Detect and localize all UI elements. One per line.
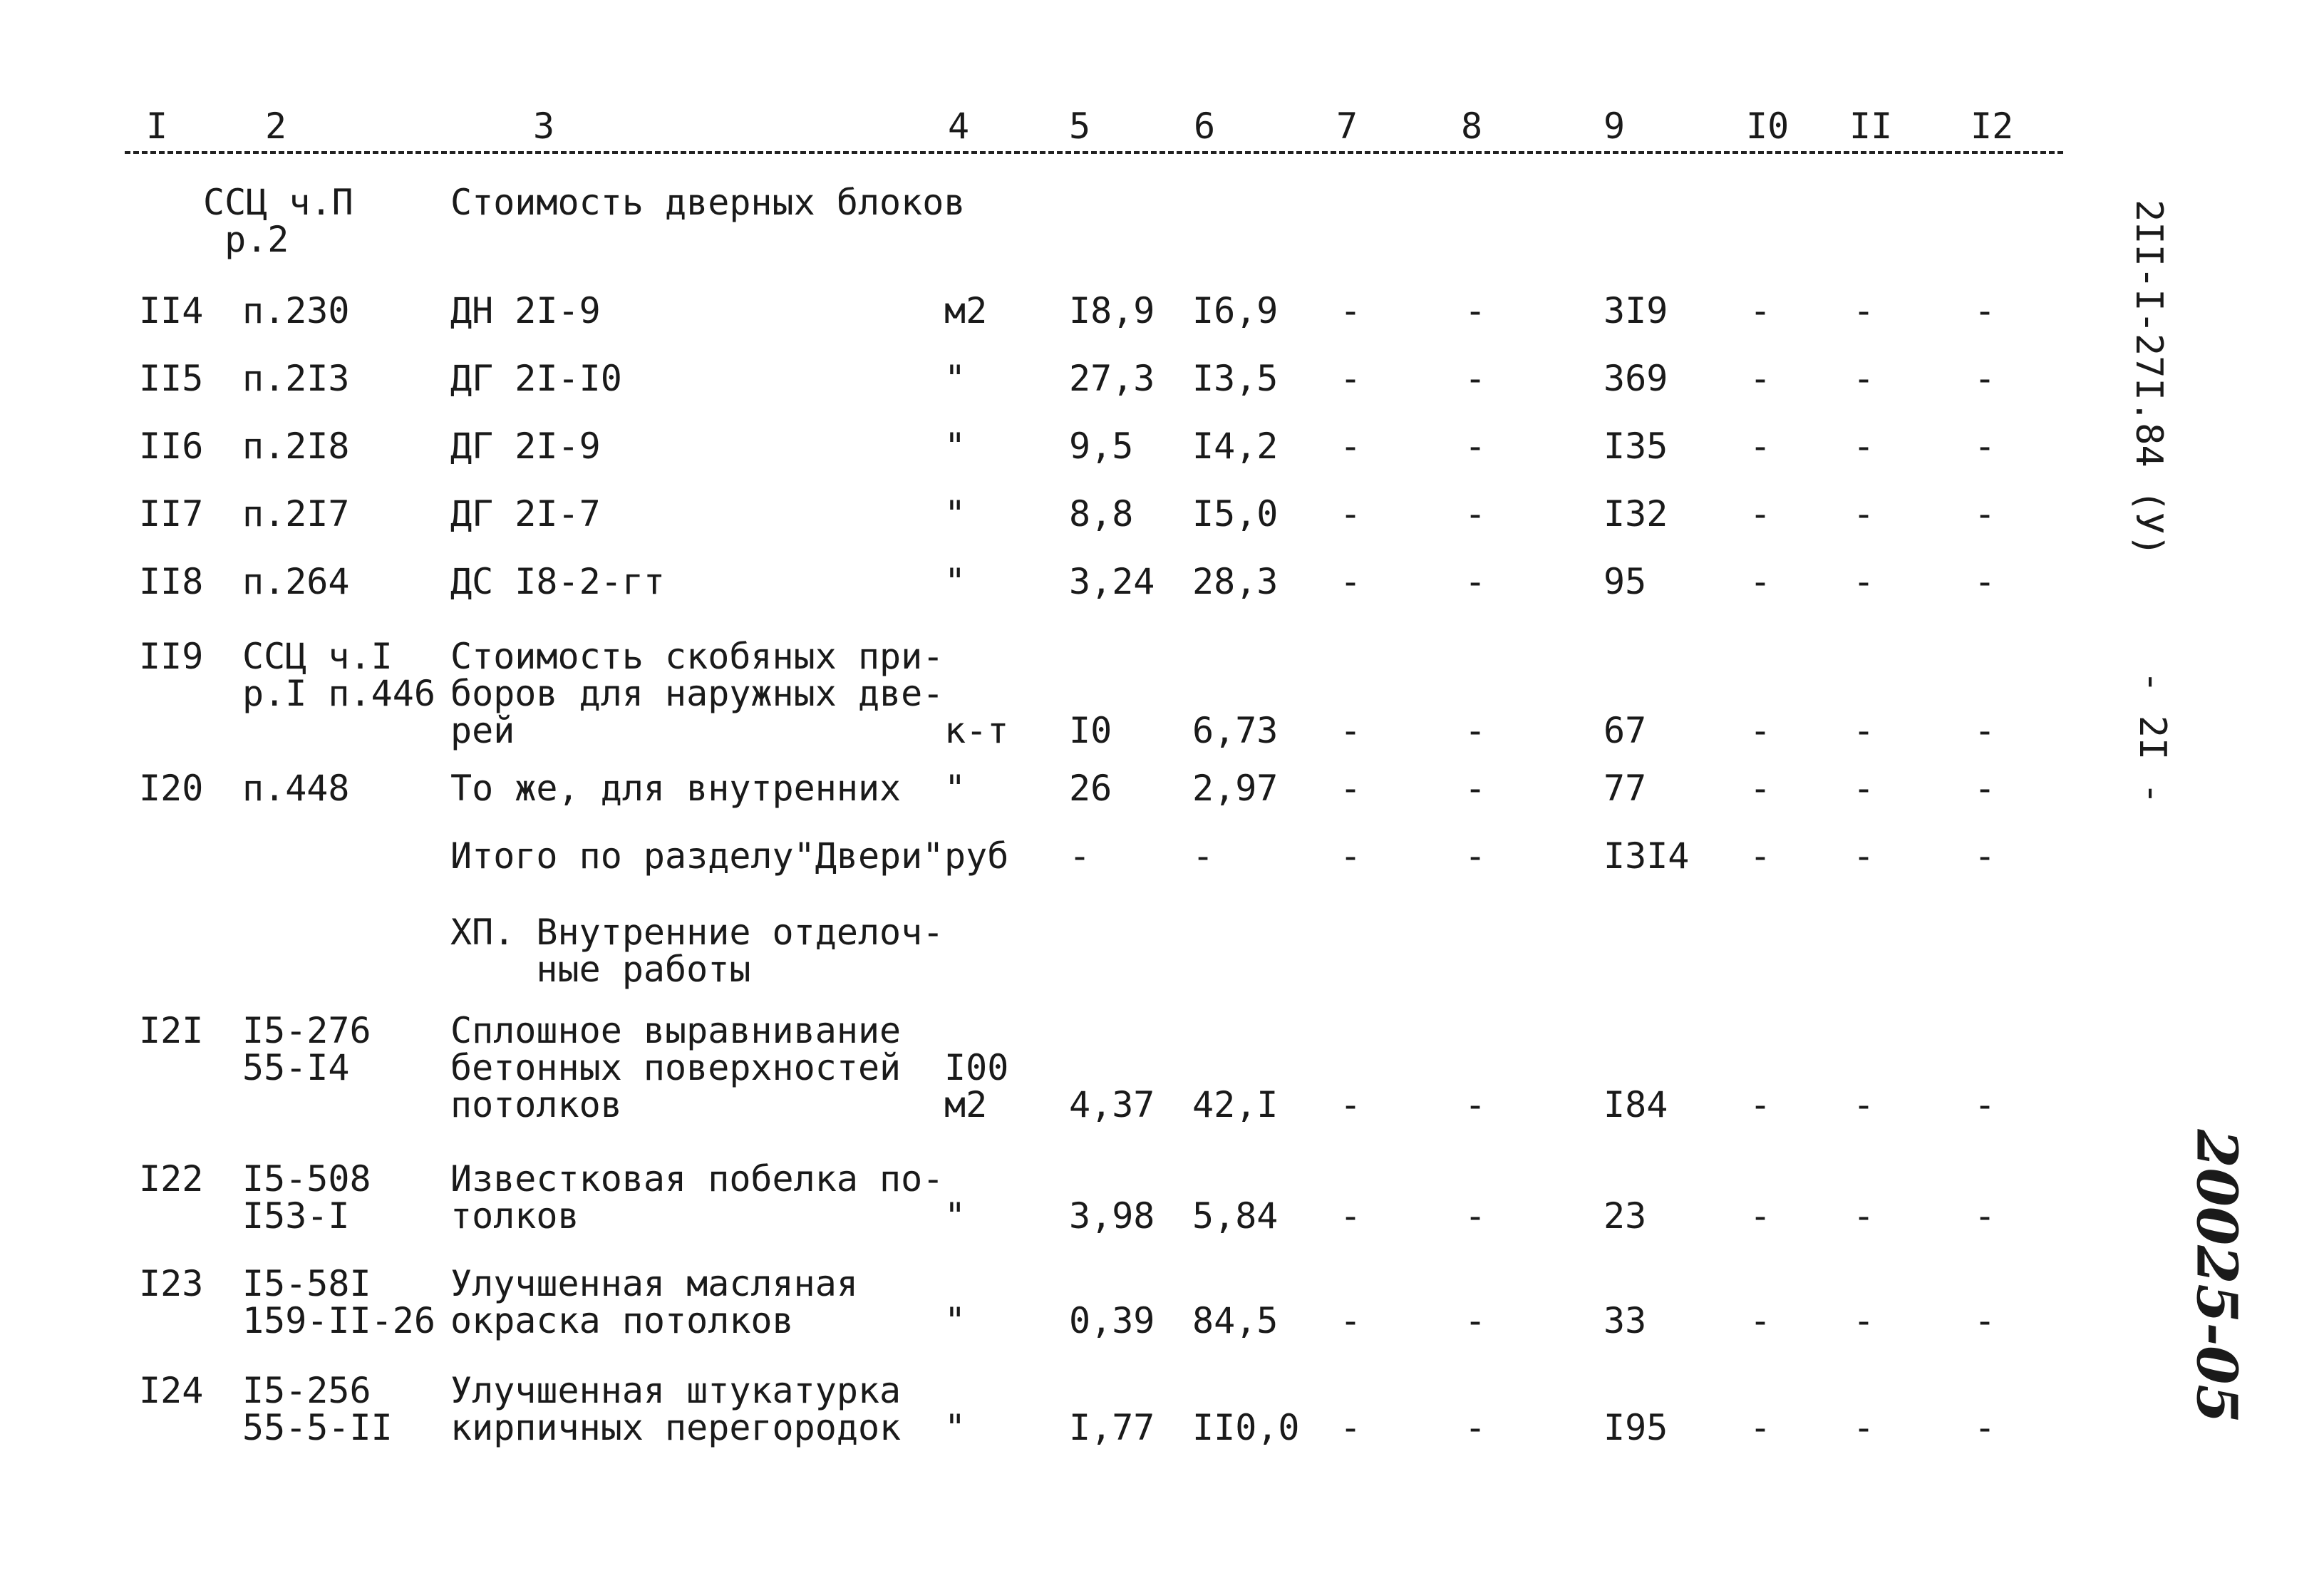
cell-col12: - [1974, 358, 1996, 399]
cell-col10: - [1750, 1195, 1772, 1237]
cell-col11: - [1853, 358, 1875, 399]
cell-reference: ССЦ ч.I р.I п.446 [242, 636, 435, 714]
cell-col11: - [1853, 1195, 1875, 1237]
cell-total: I84 [1603, 1084, 1668, 1125]
cell-reference: I5-256 55-5-II [242, 1370, 393, 1448]
cell-quantity: - [1069, 835, 1091, 877]
cell-col11: - [1853, 1084, 1875, 1125]
cell-col11: - [1853, 1407, 1875, 1448]
cell-quantity: 3,98 [1069, 1195, 1155, 1237]
cell-description: ДГ 2I-9 [450, 426, 601, 467]
cell-total: 95 [1603, 561, 1647, 602]
cell-col10: - [1750, 358, 1772, 399]
cell-col8: - [1465, 358, 1487, 399]
cell-quantity: I8,9 [1069, 290, 1155, 331]
cell-col11: - [1853, 768, 1875, 809]
cell-quantity: 9,5 [1069, 426, 1134, 467]
cell-col8: - [1465, 710, 1487, 751]
cell-col11: - [1853, 426, 1875, 467]
cell-number: I24 [139, 1370, 204, 1411]
cell-col8: - [1465, 493, 1487, 535]
cell-description: ДГ 2I-7 [450, 493, 601, 535]
cell-reference: I5-58I 159-II-26 [242, 1263, 435, 1341]
cell-price: - [1192, 835, 1214, 877]
col-header-9: 9 [1603, 105, 1626, 147]
cell-col10: - [1750, 290, 1772, 331]
side-document-code: 2II-I-27I.84 (У) [2127, 200, 2170, 557]
col-header-3: 3 [533, 105, 555, 147]
cell-col12: - [1974, 1300, 1996, 1341]
cell-unit: " [944, 768, 966, 809]
cell-col8: - [1465, 768, 1487, 809]
cell-col12: - [1974, 1195, 1996, 1237]
cell-price: I3,5 [1192, 358, 1279, 399]
cell-col11: - [1853, 1300, 1875, 1341]
cell-col8: - [1465, 561, 1487, 602]
cell-col8: - [1465, 1084, 1487, 1125]
cell-unit: " [944, 358, 966, 399]
cell-col7: - [1340, 290, 1362, 331]
cell-quantity: 8,8 [1069, 493, 1134, 535]
cell-reference: п.2I7 [242, 493, 350, 535]
cell-quantity: 4,37 [1069, 1084, 1155, 1125]
cell-col12: - [1974, 561, 1996, 602]
cell-total: 67 [1603, 710, 1647, 751]
col-header-7: 7 [1336, 105, 1358, 147]
cell-col10: - [1750, 1300, 1772, 1341]
cell-number: I2I [139, 1010, 204, 1051]
col-header-11: II [1849, 105, 1893, 147]
cell-reference: п.230 [242, 290, 350, 331]
cell-col10: - [1750, 710, 1772, 751]
col-header-2: 2 [265, 105, 287, 147]
cell-quantity: 27,3 [1069, 358, 1155, 399]
cell-col8: - [1465, 1407, 1487, 1448]
cell-col12: - [1974, 710, 1996, 751]
cell-price: I5,0 [1192, 493, 1279, 535]
cell-total: 77 [1603, 768, 1647, 809]
cell-col7: - [1340, 1407, 1362, 1448]
cell-col8: - [1465, 1195, 1487, 1237]
cell-unit: руб [944, 835, 1009, 877]
cell-reference: п.2I8 [242, 426, 350, 467]
group-title-finishing: XП. Внутренние отделоч- ные работы [450, 912, 944, 990]
cell-total: 23 [1603, 1195, 1647, 1237]
group-title-doors: Стоимость дверных блоков [450, 182, 966, 223]
cell-col12: - [1974, 1407, 1996, 1448]
cell-total: 33 [1603, 1300, 1647, 1341]
cell-col7: - [1340, 426, 1362, 467]
cell-col12: - [1974, 1084, 1996, 1125]
cell-col7: - [1340, 358, 1362, 399]
cell-col11: - [1853, 710, 1875, 751]
cell-col12: - [1974, 768, 1996, 809]
cell-quantity: I,77 [1069, 1407, 1155, 1448]
cell-number: I23 [139, 1263, 204, 1304]
cell-number: II5 [139, 358, 204, 399]
cell-col10: - [1750, 768, 1772, 809]
cell-reference: п.2I3 [242, 358, 350, 399]
cell-reference: I5-508 I53-I [242, 1158, 371, 1237]
cell-price: 6,73 [1192, 710, 1279, 751]
cell-description: Улучшенная штукатурка кирпичных перегородок [450, 1370, 902, 1448]
side-page-number: - 2I - [2131, 671, 2174, 805]
cell-description: ДС I8-2-гт [450, 561, 666, 602]
cell-unit: I00 м2 [944, 1047, 1009, 1125]
cell-number: I22 [139, 1158, 204, 1200]
cell-col10: - [1750, 426, 1772, 467]
cell-unit: " [944, 493, 966, 535]
col-header-4: 4 [948, 105, 970, 147]
cell-unit: " [944, 1195, 966, 1237]
cell-price: 5,84 [1192, 1195, 1279, 1237]
cell-col11: - [1853, 835, 1875, 877]
cell-quantity: 3,24 [1069, 561, 1155, 602]
cell-total: I35 [1603, 426, 1668, 467]
cell-price: II0,0 [1192, 1407, 1300, 1448]
cell-col7: - [1340, 768, 1362, 809]
cell-unit: " [944, 1407, 966, 1448]
cell-col7: - [1340, 710, 1362, 751]
cell-total: I95 [1603, 1407, 1668, 1448]
cell-col12: - [1974, 290, 1996, 331]
cell-total: 3I9 [1603, 290, 1668, 331]
col-header-12: I2 [1971, 105, 2014, 147]
cell-price: I4,2 [1192, 426, 1279, 467]
cell-col12: - [1974, 426, 1996, 467]
cell-description: Известковая побелка по- толков [450, 1158, 944, 1237]
cell-unit: " [944, 1300, 966, 1341]
cell-col11: - [1853, 561, 1875, 602]
cell-col7: - [1340, 561, 1362, 602]
cell-description: Сплошное выравнивание бетонных поверхностей потолков [450, 1010, 902, 1125]
cell-description: ДН 2I-9 [450, 290, 601, 331]
cell-col7: - [1340, 835, 1362, 877]
cell-reference: п.264 [242, 561, 350, 602]
cell-col10: - [1750, 493, 1772, 535]
cell-unit: м2 [944, 290, 988, 331]
cell-unit: к-т [944, 710, 1009, 751]
cell-total: I3I4 [1603, 835, 1690, 877]
cell-price: 2,97 [1192, 768, 1279, 809]
cell-col8: - [1465, 835, 1487, 877]
cell-col8: - [1465, 426, 1487, 467]
cell-price: 84,5 [1192, 1300, 1279, 1341]
cell-price: 42,I [1192, 1084, 1279, 1125]
col-header-6: 6 [1194, 105, 1216, 147]
cell-description: То же, для внутренних [450, 768, 902, 809]
cell-description: ДГ 2I-I0 [450, 358, 622, 399]
cell-number: I20 [139, 768, 204, 809]
cell-col7: - [1340, 1300, 1362, 1341]
cell-col10: - [1750, 1084, 1772, 1125]
cell-col11: - [1853, 290, 1875, 331]
col-header-10: I0 [1746, 105, 1790, 147]
cell-col10: - [1750, 835, 1772, 877]
cell-col11: - [1853, 493, 1875, 535]
cell-col8: - [1465, 290, 1487, 331]
col-header-8: 8 [1461, 105, 1483, 147]
cell-col12: - [1974, 835, 1996, 877]
cell-unit: " [944, 561, 966, 602]
cell-price: 28,3 [1192, 561, 1279, 602]
handwritten-number: 20025-05 [2184, 1129, 2249, 1423]
cell-description: Улучшенная масляная окраска потолков [450, 1263, 858, 1341]
cell-col7: - [1340, 1084, 1362, 1125]
cell-col10: - [1750, 1407, 1772, 1448]
cell-col7: - [1340, 493, 1362, 535]
cell-number: II7 [139, 493, 204, 535]
cell-col10: - [1750, 561, 1772, 602]
cell-number: II6 [139, 426, 204, 467]
cell-col7: - [1340, 1195, 1362, 1237]
cell-quantity: I0 [1069, 710, 1112, 751]
cell-col12: - [1974, 493, 1996, 535]
cell-col8: - [1465, 1300, 1487, 1341]
col-header-1: I [146, 105, 168, 147]
cell-number: II9 [139, 636, 204, 677]
col-header-5: 5 [1069, 105, 1091, 147]
header-rule [125, 151, 2063, 154]
cell-number: II8 [139, 561, 204, 602]
cell-quantity: 26 [1069, 768, 1112, 809]
cell-description: Стоимость скобяных при- боров для наружных две- рей [450, 636, 944, 751]
cell-total: I32 [1603, 493, 1668, 535]
cell-price: I6,9 [1192, 290, 1279, 331]
cell-number: II4 [139, 290, 204, 331]
cell-description: Итого по разделу"Двери" [450, 835, 944, 877]
cell-total: 369 [1603, 358, 1668, 399]
cell-reference: п.448 [242, 768, 350, 809]
cell-quantity: 0,39 [1069, 1300, 1155, 1341]
cell-reference: I5-276 55-I4 [242, 1010, 371, 1088]
group-ref-doors: ССЦ ч.П р.2 [203, 182, 353, 260]
cell-unit: " [944, 426, 966, 467]
